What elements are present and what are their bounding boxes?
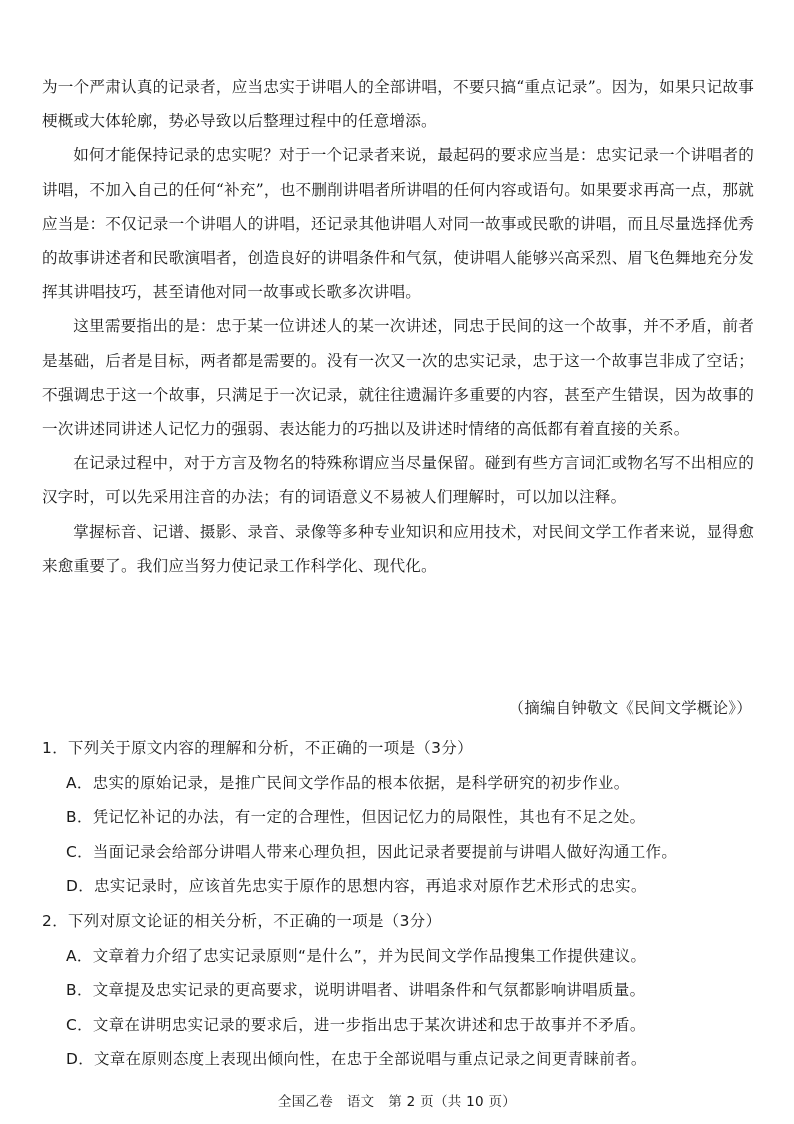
question-2-option-a: A．文章着力介绍了忠实记录原则“是什么”，并为民间文学作品搜集工作提供建议。 [66, 946, 647, 965]
question-2-stem: 2．下列对原文论证的相关分析，不正确的一项是（3分） [42, 912, 442, 930]
question-1-option-c: C．当面记录会给部分讲唱人带来心理负担，因此记录者要提前与讲唱人做好沟通工作。 [66, 842, 678, 861]
paragraph-2: 如何才能保持记录的忠实呢？对于一个记录者来说，最起码的要求应当是：忠实记录一个讲唱者的讲唱，不加入自己的任何“补充”，也不删削讲唱者所讲唱的任何内容或语句。如果要求再高一点，那就应当是：不仅记录一个讲唱人的讲唱，还记录其他讲唱人对同一故事或民歌的讲唱，而且尽量选择优秀的故事讲述者和民歌演唱者，创造良好的讲唱条件和气氛，使讲唱人能够兴高采烈、眉飞色舞地充分发挥其讲唱技巧，甚至请他对同一故事或长歌多次讲唱。 [42, 146, 754, 302]
question-2-option-d: D．文章在原则态度上表现出倾向性，在忠于全部说唱与重点记录之间更青睐前者。 [66, 1050, 647, 1068]
question-2-option-c: C．文章在讲明忠实记录的要求后，进一步指出忠于某次讲述和忠于故事并不矛盾。 [66, 1015, 646, 1034]
paragraph-4: 在记录过程中，对于方言及物名的特殊称谓应当尽量保留。碰到有些方言词汇或物名写不出相应的汉字时，可以先采用注音的办法；有的词语意义不易被人们理解时，可以加以注释。 [42, 454, 754, 507]
question-1-stem: 1．下列关于原文内容的理解和分析，不正确的一项是（3分） [42, 739, 473, 757]
question-1-option-a: A．忠实的原始记录，是推广民间文学作品的根本依据，是科学研究的初步作业。 [66, 773, 630, 792]
paragraph-5: 掌握标音、记谱、摄影、录音、录像等多种专业知识和应用技术，对民间文学工作者来说，显得愈来愈重要了。我们应当努力使记录工作科学化、现代化。 [42, 522, 754, 575]
question-1 [42, 731, 754, 904]
question-2-option-b: B．文章提及忠实记录的更高要求，说明讲唱者、讲唱条件和气氛都影响讲唱质量。 [66, 981, 646, 999]
passage-source: （摘编自钟敬文《民间文学概论》） [508, 699, 752, 717]
paragraph-1: 为一个严肃认真的记录者，应当忠实于讲唱人的全部讲唱，不要只搞“重点记录”。因为，如果只记故事梗概或大体轮廓，势必导致以后整理过程中的任意增添。 [42, 78, 754, 131]
question-1-option-d: D．忠实记录时，应该首先忠实于原作的思想内容，再追求对原作艺术形式的忠实。 [66, 877, 647, 895]
question-1-option-b: B．凭记忆补记的办法，有一定的合理性，但因记忆力的局限性，其也有不足之处。 [66, 808, 646, 826]
passage-text [42, 70, 754, 583]
page-footer: 全国乙卷 语文 第 2 页（共 10 页） [277, 1094, 517, 1110]
question-2 [42, 904, 754, 1077]
paragraph-3: 这里需要指出的是：忠于某一位讲述人的某一次讲述，同忠于民间的这一个故事，并不矛盾，前者是基础，后者是目标，两者都是需要的。没有一次又一次的忠实记录，忠于这一个故事岂非成了空话；不强调忠于这一个故事，只满足于一次记录，就往往遗漏许多重要的内容，甚至产生错误，因为故事的一次讲述同讲述人记忆力的强弱、表达能力的巧拙以及讲述时情绪的高低都有着直接的关系。 [42, 317, 754, 439]
